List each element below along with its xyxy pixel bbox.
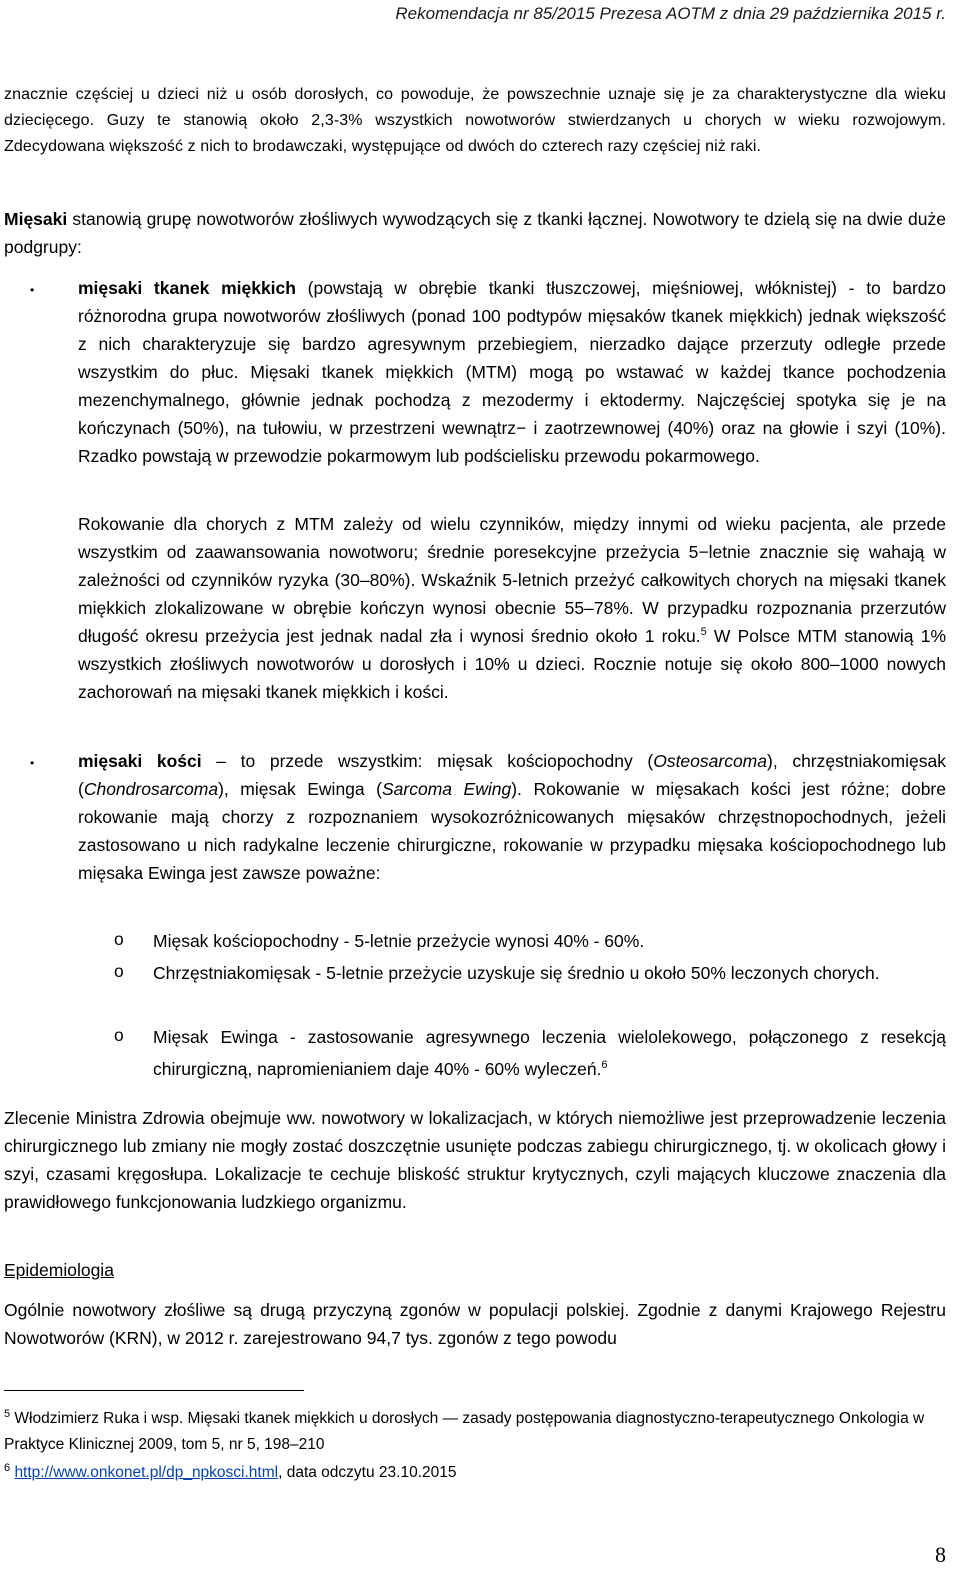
soft-tissue-prognosis [78, 510, 946, 706]
footnote-ref-6[interactable]: 6 [601, 1059, 608, 1072]
order-paragraph: Zlecenie Ministra Zdrowia obejmuje ww. nowotwory w lokalizacjach, w których niemożliwe jest przeprowadzenie leczenia chirurgicznego lub zmiany nie mogły zostać doszczętnie usunięte podczas zabiegu chirurgicznego, tj. w okolicach głowy i szyi, czasami kręgosłupa. Lokalizacje te cechuje bliskość struktur krytycznych, czyli mających kluczowe znaczenia dla prawidłowego funkcjonowania ludzkiego organizmu. [4, 1108, 946, 1212]
bone-title: mięsaki kości [78, 751, 202, 771]
sub-item-ewing-text: Mięsak Ewinga - zastosowanie agresywnego leczenia wielolekowego, połączonego z resekcją chirurgiczną, napromienianiem daje 40% - 60% wyleczeń. [153, 1027, 946, 1079]
intro-paragraph: znacznie częściej u dzieci niż u osób dorosłych, co powoduje, że powszechnie uznaje się je za charakterystyczne dla wieku dziecięcego. Guzy te stanowią około 2,3-3% wszystkich nowotworów stwierdzanych u chorych w wieku rozwojowym. Zdecydowana większość z nich to brodawczaki, występujące od dwóch do czterech razy częściej niż raki. [4, 86, 946, 155]
footnote-ref-5[interactable]: 5 [700, 626, 707, 639]
sub-item-chondrosarcoma: Chrzęstniakomięsak - 5-letnie przeżycie uzyskuje się średnio u około 50% leczonych chorych. [153, 963, 880, 983]
bone-paragraph [78, 747, 946, 887]
bullet-bone: • [30, 756, 35, 770]
soft-tissue-text: (powstają w obrębie tkanki tłuszczowej, mięśniowej, włóknistej) - to bardzo różnorodna grupa nowotworów złośliwych (ponad 100 podtypów mięsaków tkanek miękkich) jednak większość z nich charakteryzuje się bardzo agresywnym przebiegiem, nierzadko dające przerzuty odległe przede wszystkim do płuc. Mięsaki tkanek miękkich (MTM) mogą po wstawać w każdej tkance pochodzenia mezenchymalnego, głównie jednak pochodzą z mezodermy i ektodermy. Najczęściej spotyka się je na kończynach (50%), na tułowiu, w przestrzeni wewnątrz− i zaotrzewnowej (40%) oraz na głowie i szyi (10%). Rzadko powstają w przewodzie pokarmowym lub podścielisku przewodu pokarmowego. [78, 278, 946, 466]
sarcoma-term: Mięsaki [4, 209, 68, 229]
sarcoma-intro-paragraph [4, 205, 946, 261]
sub-bullet-3: o [114, 1025, 124, 1045]
running-header: Rekomendacja nr 85/2015 Prezesa AOTM z dnia 29 października 2015 r. [395, 4, 946, 23]
sub-item-ewing [153, 1021, 946, 1085]
bone-text-1: – to przede wszystkim: mięsak kościopochodny ( [201, 751, 654, 771]
bone-text-4: ). Rokowanie w mięsakach kości jest różne; dobre rokowanie mają chorzy z rozpoznaniem wysokozróżnicowanych mięsaków chrzęstnopochodnych, jeżeli zastosowano u nich radykalne leczenie chirurgiczne, rokowanie w przypadku mięsaka kościopochodnego lub mięsaka Ewinga jest zawsze poważne: [78, 779, 946, 883]
epidemiology-heading [4, 1256, 946, 1284]
sub-item-osteosarcoma: Mięsak kościopochodny - 5-letnie przeżycie wynosi 40% - 60%. [153, 931, 645, 951]
sub-bullet-2: o [114, 961, 124, 981]
footnote-6-number: 6 [4, 1461, 11, 1474]
chondrosarcoma-term: Chondrosarcoma [83, 779, 219, 799]
sub-bullet-1: o [114, 929, 124, 949]
bullet-soft-tissue: • [30, 283, 35, 297]
ewing-term: Sarcoma Ewing [382, 779, 512, 799]
footnote-5-text: Włodzimierz Ruka i wsp. Mięsaki tkanek miękkich u dorosłych — zasady postępowania diagnostyczno-terapeutycznego Onkologia w Praktyce Klinicznej 2009, tom 5, nr 5, 198–210 [4, 1410, 925, 1453]
soft-tissue-paragraph [78, 274, 946, 470]
footnote-5-number: 5 [4, 1407, 11, 1420]
bone-text-2: ), chrzęstniakomięsak ( [78, 751, 946, 799]
footnote-5 [4, 1406, 946, 1458]
soft-tissue-title: mięsaki tkanek miękkich [78, 278, 296, 298]
osteosarcoma-term: Osteosarcoma [653, 751, 767, 771]
page-number: 8 [935, 1542, 946, 1567]
bone-text-3: ), mięsak Ewinga ( [218, 779, 382, 799]
footnote-6-text: , data odczytu 23.10.2015 [278, 1464, 457, 1481]
prognosis-text-a: Rokowanie dla chorych z MTM zależy od wielu czynników, między innymi od wieku pacjenta, ale przede wszystkim od zaawansowania nowotworu; średnie poresekcyjne przeżycia 5−letnie znacznie się wahają w zależności od czynników ryzyka (30–80%). Wskaźnik 5-letnich przeżyć całkowitych chorych na mięsaki tkanek miękkich zlokalizowane w obrębie kończyn wynosi obecnie 55–78%. W przypadku rozpoznania przerzutów długość okresu przeżycia jest jednak nadal zła i wynosi średnio około 1 roku. [78, 514, 946, 646]
footnote-separator [4, 1390, 304, 1391]
epidemiology-paragraph: Ogólnie nowotwory złośliwe są drugą przyczyną zgonów w populacji polskiej. Zgodnie z danymi Krajowego Rejestru Nowotworów (KRN), w 2012 r. zarejestrowano 94,7 tys. zgonów z tego powodu [4, 1300, 946, 1348]
sarcoma-intro-text: stanowią grupę nowotworów złośliwych wywodzących się z tkanki łącznej. Nowotwory te dzielą się na dwie duże podgrupy: [4, 209, 946, 257]
prognosis-text-b: W Polsce MTM stanowią 1% wszystkich złośliwych nowotworów u dorosłych i 10% u dzieci. Rocznie notuje się około 800–1000 nowych zachorowań na mięsaki tkanek miękkich i kości. [78, 626, 947, 702]
epidemiology-heading-text: Epidemiologia [4, 1260, 114, 1280]
footnote-6 [4, 1460, 946, 1486]
footnote-6-link[interactable]: http://www.onkonet.pl/dp_npkosci.html [14, 1464, 279, 1481]
